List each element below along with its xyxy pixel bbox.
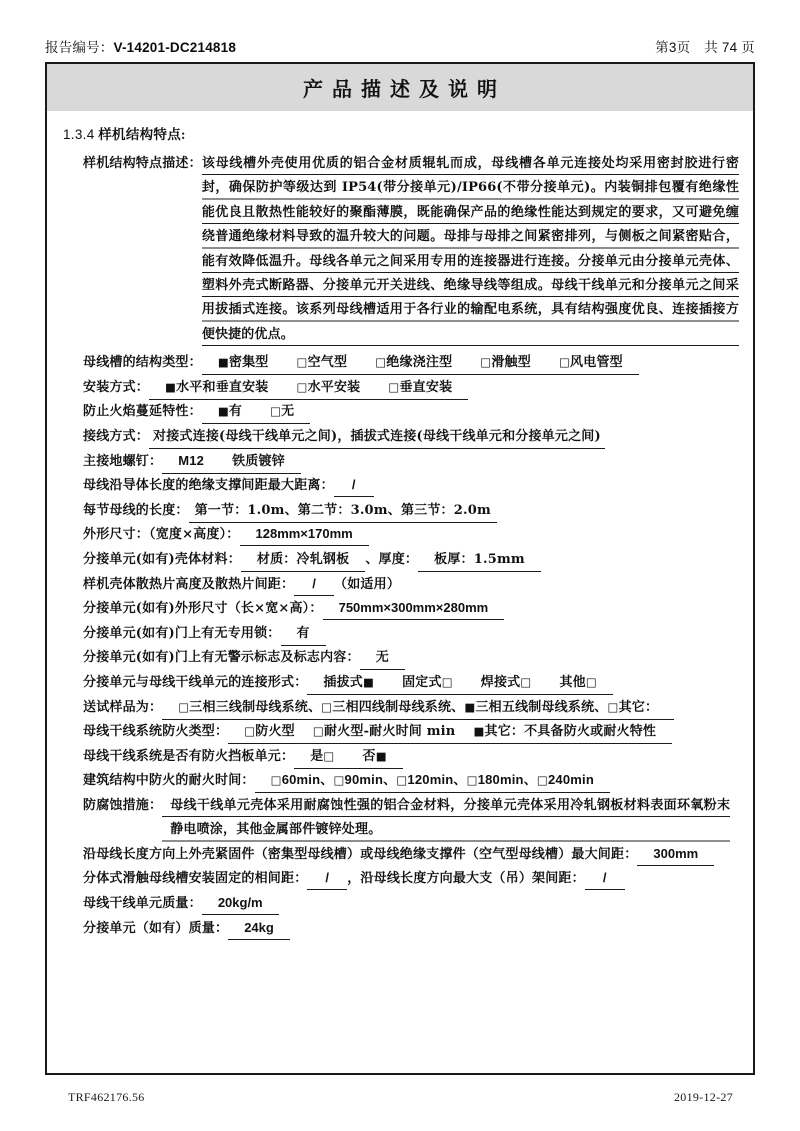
field-fire-type [83, 720, 739, 745]
report-number-group [45, 36, 236, 56]
option-welded[interactable] [481, 675, 532, 690]
option-wind-power[interactable] [559, 355, 623, 370]
field-split-trolley-span-value-1[interactable]: / [307, 868, 347, 890]
page-number-group [655, 36, 755, 56]
option-240min-label: 240min [547, 772, 594, 788]
body-area [47, 111, 753, 941]
field-install-mode-label: 安装方式： [83, 379, 150, 395]
checkbox-120min[interactable]: □ [396, 773, 408, 788]
field-sample-type-value[interactable] [162, 697, 674, 720]
option-sample-other-label: 其它： [618, 699, 659, 715]
field-wiring-mode-label: 接线方式： [83, 429, 150, 445]
option-60min-label: 60min、 [281, 772, 334, 788]
checkbox-fire-resistant[interactable]: □ [312, 724, 324, 739]
checkbox-fixed[interactable]: □ [441, 674, 453, 689]
field-fin-height-spacing-suffix: （如适用） [334, 576, 401, 592]
option-fixed[interactable] [402, 675, 453, 690]
checkbox-3p4w[interactable]: □ [321, 699, 333, 714]
checkbox-fireproof[interactable]: □ [244, 724, 256, 739]
field-fin-height-spacing [83, 573, 739, 598]
option-cast-resin-label: 绝缘浇注型 [386, 355, 453, 371]
field-wiring-mode-value[interactable]: 对接式连接(母线干线单元之间)，插拔式连接(母线干线单元和分接单元之间) [149, 427, 605, 449]
option-60min[interactable] [271, 773, 334, 788]
ground-screw-size: M12 [178, 452, 205, 468]
field-tapoff-connection-form [83, 671, 739, 696]
field-sample-type [83, 696, 739, 721]
checkbox-240min[interactable]: □ [536, 773, 548, 788]
checkbox-barrier-no[interactable]: ■ [375, 748, 387, 763]
field-tapoff-unit-mass [83, 917, 739, 942]
field-anticorrosion [83, 794, 739, 843]
option-trolley[interactable] [480, 355, 531, 370]
option-3p5w[interactable] [464, 700, 607, 715]
field-tapoff-connection-form-value[interactable] [307, 672, 613, 695]
checkbox-flame-no[interactable]: □ [270, 404, 282, 419]
structure-description-text: 该母线槽外壳使用优质的铝合金材质辊轧而成，母线槽各单元连接处均采用密封胶进行密封，确保防护等级达到 IP54(带分接单元)/IP66(不带分接单元)。内装铜排包覆有绝缘性能优良且散热性能较好的聚酯薄膜，既能确保产品的绝缘性能达到规定的要求，又可避免缠绕普通绝缘材料导致的温升较大的问题。母排与母排之间紧密排列，与侧板之间紧密贴合，能有效降低温升。母线各单元之间采用专用的连接器进行连接。分接单元由分接单元壳体、塑料外壳式断路器、分接单元开关进线、绝缘导线等组成。母线干线单元和分接单元之间采用拔插式连接。该系列母线槽适用于各行业的输配电系统，具有结构强度优良、连接插接方便快捷的优点。 [202, 152, 739, 347]
field-fastener-span-label: 沿母线长度方向上外壳紧固件（密集型母线槽）或母线绝缘支撑件（空气型母线槽）最大间距： [83, 846, 638, 862]
option-fire-other-label: 其它：不具备防火或耐火特性 [484, 724, 657, 740]
field-anticorrosion-label: 防腐蚀措施： [83, 797, 163, 813]
option-fixed-label: 固定式 [402, 674, 442, 690]
option-barrier-no[interactable] [362, 749, 386, 764]
option-90min[interactable] [333, 773, 396, 788]
section-heading [63, 123, 739, 143]
checkbox-fire-other[interactable]: ■ [473, 724, 485, 739]
field-ground-screw-label: 主接地螺钉： [83, 453, 163, 469]
checkbox-plug-in[interactable]: ■ [363, 674, 375, 689]
field-building-fire-time-label: 建筑结构中防火的耐火时间： [83, 773, 255, 789]
field-fire-barrier-value[interactable] [294, 746, 403, 769]
field-section-length [83, 499, 739, 524]
field-insulation-support-span [83, 474, 739, 499]
option-vertical-label: 垂直安装 [399, 379, 453, 395]
field-flame-spread-value[interactable] [202, 401, 311, 424]
field-tapoff-shell-material-value[interactable]: 材质：冷轧钢板 [241, 550, 365, 572]
section-heading-text: 样机结构特点: [98, 127, 186, 142]
option-flame-yes[interactable] [218, 404, 242, 419]
option-flame-no-label: 无 [281, 404, 295, 420]
field-fire-type-label: 母线干线系统防火类型： [83, 724, 229, 740]
field-fire-type-value[interactable] [228, 721, 672, 744]
field-outer-dimension-label: 外形尺寸：（宽度×高度）： [83, 527, 240, 543]
option-120min[interactable] [396, 773, 466, 788]
option-welded-label: 焊接式 [480, 674, 521, 690]
option-other-connection-label: 其他 [559, 674, 586, 690]
field-tapoff-dimension-value[interactable]: 750mm×300mm×280mm [323, 598, 505, 620]
checkbox-other-connection[interactable]: □ [585, 674, 597, 689]
field-tapoff-unit-mass-value[interactable]: 24kg [228, 918, 290, 940]
field-split-trolley-span-label-2: ，沿母线长度方向最大支（吊）架间距： [347, 871, 585, 887]
checkbox-barrier-yes[interactable]: □ [323, 748, 335, 763]
option-dense-label: 密集型 [228, 355, 269, 371]
field-install-mode-value[interactable] [149, 377, 468, 400]
option-fireproof[interactable] [244, 724, 295, 739]
option-wind-power-label: 风电管型 [570, 355, 623, 371]
report-number-value: V-14201-DC214818 [113, 40, 237, 55]
content-frame [45, 62, 755, 1075]
field-structure-type [83, 351, 739, 376]
checkbox-horizontal[interactable]: □ [296, 379, 308, 394]
running-footer [68, 1090, 733, 1105]
section-number: 1.3.4 [63, 127, 95, 142]
field-building-fire-time [83, 769, 739, 794]
field-tapoff-door-lock-value[interactable]: 有 [281, 624, 326, 646]
checkbox-wind-power[interactable]: □ [558, 355, 571, 370]
banner-title: 产品描述及说明 [303, 76, 506, 101]
checkbox-vertical[interactable]: □ [388, 379, 400, 394]
field-tapoff-door-lock [83, 622, 739, 647]
option-240min[interactable] [537, 773, 594, 788]
field-flame-spread [83, 400, 739, 425]
checkbox-cast-resin[interactable]: □ [375, 355, 387, 370]
option-horizontal-label: 水平安装 [307, 379, 361, 395]
option-cast-resin[interactable] [375, 355, 452, 370]
checkbox-90min[interactable]: □ [333, 773, 345, 788]
field-insulation-support-span-value[interactable]: / [334, 475, 374, 497]
option-3p3w-label: 三相三线制母线系统、 [189, 699, 322, 715]
field-tapoff-warning-mark-value[interactable]: 无 [360, 648, 405, 670]
report-number-label: 报告编号： [45, 40, 114, 55]
field-tapoff-shell-thickness-value[interactable]: 板厚：1.5mm [418, 550, 541, 572]
field-split-trolley-span-value-2[interactable]: / [585, 868, 625, 890]
option-fire-resistant-label: 耐火型-耐火时间 min [323, 724, 456, 740]
field-tapoff-dimension [83, 597, 739, 622]
field-fin-height-spacing-label: 样机壳体散热片高度及散热片间距： [83, 576, 295, 592]
field-flame-spread-label: 防止火焰蔓延特性： [83, 404, 202, 420]
option-flame-no[interactable] [270, 404, 294, 419]
field-tapoff-shell-material [83, 548, 739, 573]
structure-description-label: 样机结构特点描述： [83, 156, 202, 171]
option-horizontal[interactable] [297, 380, 361, 395]
field-wiring-mode [83, 425, 739, 450]
checkbox-3p5w[interactable]: ■ [464, 699, 476, 714]
field-fire-barrier-label: 母线干线系统是否有防火挡板单元： [83, 748, 295, 764]
page-current: 第3页 [655, 40, 691, 55]
field-install-mode [83, 376, 739, 401]
field-tapoff-dimension-label: 分接单元(如有)外形尺寸（长×宽×高）： [83, 601, 323, 617]
option-fire-other[interactable] [473, 724, 656, 739]
option-other-connection[interactable] [559, 675, 596, 690]
field-tapoff-connection-form-label: 分接单元与母线干线单元的连接形式： [83, 674, 308, 690]
field-outer-dimension [83, 523, 739, 548]
field-fastener-span [83, 843, 739, 868]
checkbox-welded[interactable]: □ [520, 674, 532, 689]
option-90min-label: 90min、 [344, 772, 397, 788]
checkbox-trolley[interactable]: □ [480, 355, 492, 370]
option-3p5w-label: 三相五线制母线系统、 [475, 699, 608, 715]
section-banner [47, 64, 753, 111]
checkbox-3p3w[interactable]: □ [178, 699, 190, 714]
field-tapoff-warning-mark [83, 646, 739, 671]
footer-date: 2019-12-27 [674, 1090, 733, 1104]
field-trunk-unit-mass [83, 892, 739, 917]
field-building-fire-time-value[interactable] [255, 770, 610, 793]
option-horizontal-vertical[interactable] [165, 380, 268, 395]
field-section-length-value[interactable]: 第一节：1.0m、第二节：3.0m、第三节：2.0m [189, 501, 497, 523]
form-number: TRF462176.56 [68, 1090, 145, 1104]
field-structure-type-value[interactable] [202, 352, 639, 375]
option-trolley-label: 滑触型 [491, 355, 531, 371]
ground-screw-material: 铁质镀锌 [232, 453, 285, 469]
field-sample-type-label: 送试样品为： [83, 699, 163, 715]
checkbox-horizontal-vertical[interactable]: ■ [165, 379, 177, 394]
option-3p3w[interactable] [178, 700, 321, 715]
checkbox-180min[interactable]: □ [466, 773, 478, 788]
checkbox-dense[interactable]: ■ [217, 355, 229, 370]
field-tapoff-shell-material-label: 分接单元(如有)壳体材料： [83, 552, 241, 567]
field-trunk-unit-mass-label: 母线干线单元质量： [83, 895, 202, 911]
field-split-trolley-span [83, 867, 739, 892]
option-air[interactable] [297, 355, 348, 370]
option-plug-in-label: 插拔式 [323, 674, 364, 690]
option-flame-yes-label: 有 [228, 404, 243, 420]
option-air-label: 空气型 [307, 355, 348, 371]
field-anticorrosion-value[interactable]: 母线干线单元壳体采用耐腐蚀性强的铝合金材料，分接单元壳体采用冷轧钢板材料表面环氧粉末静电喷涂，其他金属部件镀锌处理。 [162, 794, 730, 843]
structure-description-block [83, 152, 739, 347]
field-tapoff-door-lock-label: 分接单元(如有)门上有无专用锁： [83, 625, 281, 641]
field-fastener-span-value[interactable]: 300mm [637, 844, 714, 866]
option-3p4w[interactable] [321, 700, 464, 715]
option-barrier-yes[interactable] [310, 749, 334, 764]
option-barrier-no-label: 否 [362, 748, 376, 764]
option-vertical[interactable] [388, 380, 452, 395]
option-plug-in[interactable] [323, 675, 374, 690]
option-fireproof-label: 防火型 [255, 724, 295, 740]
field-ground-screw [83, 450, 739, 475]
option-fire-resistant[interactable] [313, 724, 456, 739]
option-horizontal-vertical-label: 水平和垂直安装 [176, 379, 269, 395]
page-total: 共 74 页 [704, 40, 755, 55]
field-tapoff-shell-thickness-label: 、厚度： [365, 552, 419, 567]
checkbox-60min[interactable]: □ [270, 773, 282, 788]
running-header [45, 36, 755, 56]
field-trunk-unit-mass-value[interactable]: 20kg/m [202, 893, 279, 915]
option-3p4w-label: 三相四线制母线系统、 [332, 699, 465, 715]
field-fire-barrier [83, 745, 739, 770]
field-split-trolley-span-label-1: 分体式滑触母线槽安装固定的相间距： [83, 871, 308, 887]
option-180min-label: 180min、 [477, 772, 537, 788]
field-tapoff-unit-mass-label: 分接单元（如有）质量： [83, 920, 229, 936]
field-section-length-label: 每节母线的长度： [83, 502, 189, 518]
field-tapoff-warning-mark-label: 分接单元(如有)门上有无警示标志及标志内容： [83, 650, 360, 666]
field-ground-screw-value[interactable] [162, 451, 301, 474]
option-dense[interactable] [218, 355, 269, 370]
checkbox-sample-other[interactable]: □ [607, 699, 619, 714]
field-fin-height-spacing-value[interactable]: / [294, 574, 334, 596]
option-barrier-yes-label: 是 [310, 748, 324, 764]
checkbox-flame-yes[interactable]: ■ [217, 404, 229, 419]
checkbox-air[interactable]: □ [296, 355, 308, 370]
field-outer-dimension-value[interactable]: 128mm×170mm [240, 524, 369, 546]
option-180min[interactable] [467, 773, 537, 788]
option-120min-label: 120min、 [407, 772, 467, 788]
field-insulation-support-span-label: 母线沿导体长度的绝缘支撑间距最大距离： [83, 478, 334, 494]
field-structure-type-label: 母线槽的结构类型： [83, 355, 202, 371]
option-sample-other[interactable] [607, 700, 658, 715]
